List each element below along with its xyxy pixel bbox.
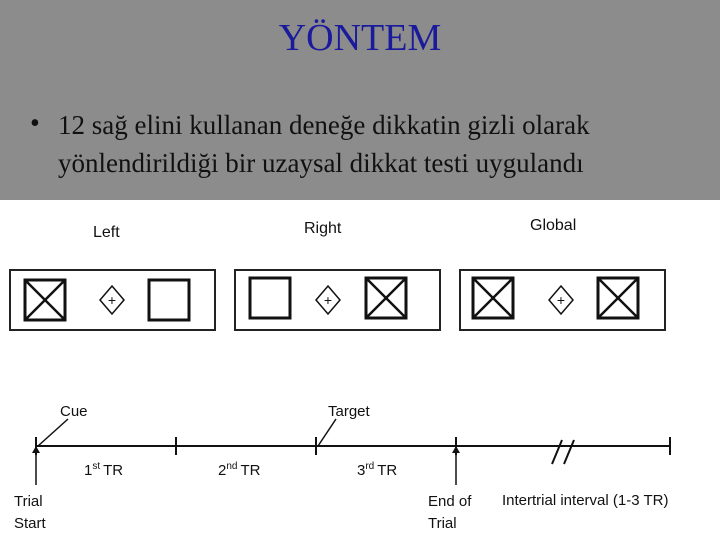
- tr-label-1: 1st TR: [84, 461, 124, 479]
- trial-timeline: [32, 419, 670, 485]
- condition-panel-global: [460, 270, 665, 330]
- tr-label-3: 3rd TR: [357, 461, 398, 479]
- trial-start-label-line1: Trial: [14, 493, 43, 510]
- end-of-trial-label-line2: Trial: [428, 515, 457, 532]
- condition-label-global: Global: [530, 217, 577, 234]
- bullet-marker: •: [30, 108, 40, 139]
- slide-title: YÖNTEM: [278, 17, 442, 59]
- fixation-cross: +: [556, 292, 566, 308]
- condition-label-left: Left: [93, 224, 120, 241]
- target-label: Target: [328, 403, 370, 420]
- fixation-cross: +: [323, 292, 333, 308]
- trial-start-label-line2: Start: [14, 515, 46, 532]
- fixation-cross: +: [107, 292, 117, 308]
- condition-panel-left: [10, 270, 215, 330]
- end-of-trial-label-line1: End of: [428, 493, 472, 510]
- bullet-text: 12 sağ elini kullanan deneğe dikkatin gizli olarak yönlendirildiği bir uzaysal dikkat testi uygulandı: [58, 110, 590, 178]
- condition-label-right: Right: [304, 220, 342, 237]
- tr-label-2: 2nd TR: [218, 461, 261, 479]
- condition-panel-right: [235, 270, 440, 330]
- intertrial-interval-label: Intertrial interval (1-3 TR): [502, 492, 669, 509]
- experiment-figure: [0, 200, 720, 540]
- cue-label: Cue: [60, 403, 88, 420]
